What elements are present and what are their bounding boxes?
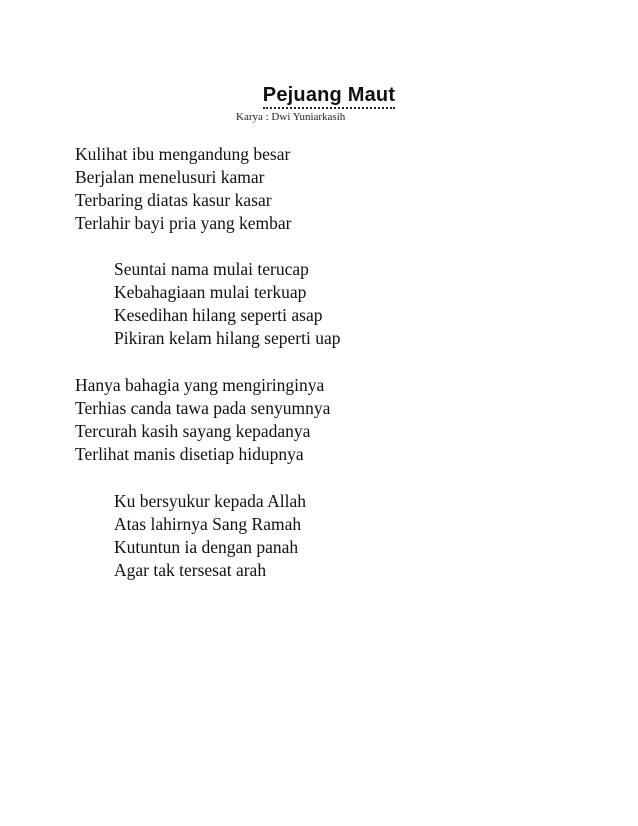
poem-line: Pikiran kelam hilang seperti uap xyxy=(114,328,341,348)
poem-line: Agar tak tersesat arah xyxy=(114,560,267,580)
poem-line: Terbaring diatas kasur kasar xyxy=(75,190,272,210)
poem-line: Hanya bahagia yang mengiringinya xyxy=(75,375,325,395)
poem-line: Terhias canda tawa pada senyumnya xyxy=(75,398,331,418)
poem-line: Ku bersyukur kepada Allah xyxy=(114,491,306,511)
title-block xyxy=(0,83,638,109)
poem-line: Seuntai nama mulai terucap xyxy=(114,259,309,279)
stanza-1 xyxy=(75,143,291,235)
poem-line: Terlihat manis disetiap hidupnya xyxy=(75,444,304,464)
poem-line: Kesedihan hilang seperti asap xyxy=(114,305,323,325)
poem-line: Kebahagiaan mulai terkuap xyxy=(114,282,307,302)
poem-line: Kulihat ibu mengandung besar xyxy=(75,144,291,164)
stanza-2 xyxy=(114,258,340,350)
stanza-3 xyxy=(75,374,330,466)
poem-line: Terlahir bayi pria yang kembar xyxy=(75,213,292,233)
poem-line: Atas lahirnya Sang Ramah xyxy=(114,514,302,534)
poem-title: Pejuang Maut xyxy=(263,83,395,109)
poem-line: Tercurah kasih sayang kepadanya xyxy=(75,421,311,441)
poem-line: Berjalan menelusuri kamar xyxy=(75,167,265,187)
stanza-4 xyxy=(114,490,306,582)
poem-line: Kutuntun ia dengan panah xyxy=(114,537,299,557)
author-line: Karya : Dwi Yuniarkasih xyxy=(236,111,346,123)
